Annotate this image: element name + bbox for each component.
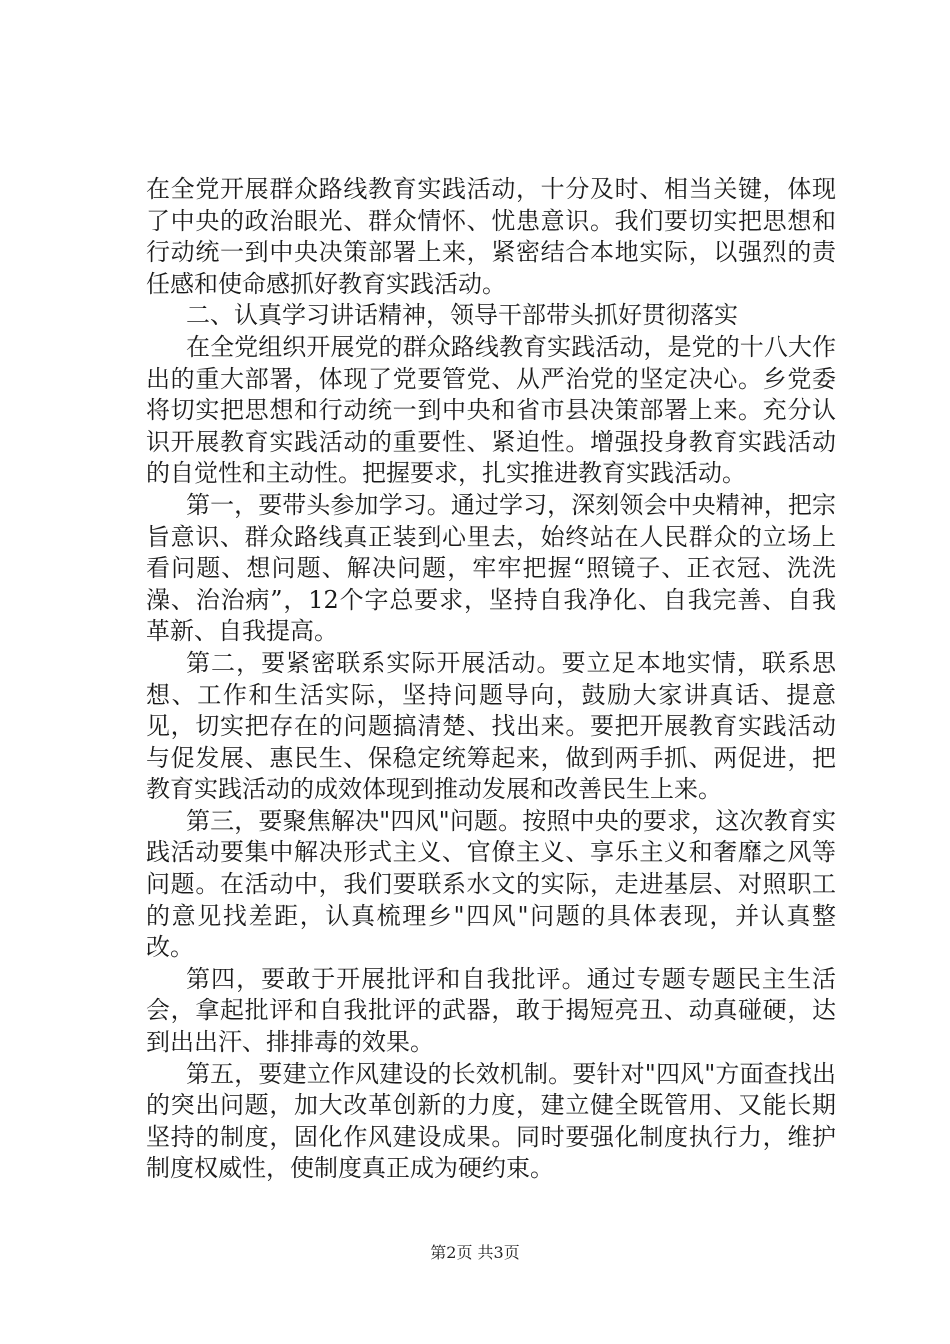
paragraph-point-4: 第四，要敢于开展批评和自我批评。通过专题专题民主生活会，拿起批评和自我批评的武器，敢于揭短亮丑、动真碰硬，达到出出汗、排排毒的效果。 (146, 964, 836, 1057)
paragraph-point-2: 第二，要紧密联系实际开展活动。要立足本地实情，联系思想、工作和生活实际，坚持问题导向，鼓励大家讲真话、提意见，切实把存在的问题搞清楚、找出来。要把开展教育实践活动与促发展、惠民生、保稳定统筹起来，做到两手抓、两促进，把教育实践活动的成效体现到推动发展和改善民生上来。 (146, 648, 836, 804)
paragraph-point-5: 第五，要建立作风建设的长效机制。要针对"四风"方面查找出的突出问题，加大改革创新的力度，建立健全既管用、又能长期坚持的制度，固化作风建设成果。同时要强化制度执行力，维护制度权威性，使制度真正成为硬约束。 (146, 1059, 836, 1183)
section-heading: 二、认真学习讲话精神，领导干部带头抓好贯彻落实 (186, 301, 738, 330)
paragraph-intro: 在全党组织开展党的群众路线教育实践活动，是党的十八大作出的重大部署，体现了党要管党、从严治党的坚定决心。乡党委将切实把思想和行动统一到中央和省市县决策部署上来。充分认识开展教育实践活动的重要性、紧迫性。增强投身教育实践活动的自觉性和主动性。把握要求，扎实推进教育实践活动。 (146, 332, 836, 488)
paragraph-continuation: 在全党开展群众路线教育实践活动，十分及时、相当关键，体现了中央的政治眼光、群众情怀、忧患意识。我们要切实把思想和行动统一到中央决策部署上来，紧密结合本地实际，以强烈的责任感和使命感抓好教育实践活动。 (146, 175, 836, 298)
page-number: 第2页 共3页 (430, 1243, 520, 1262)
document-body (146, 174, 836, 1185)
paragraph-point-1: 第一，要带头参加学习。通过学习，深刻领会中央精神，把宗旨意识、群众路线真正装到心里去，始终站在人民群众的立场上看问题、想问题、解决问题，牢牢把握“照镜子、正衣冠、洗洗澡、治治病”，12个字总要求，坚持自我净化、自我完善、自我革新、自我提高。 (146, 490, 836, 646)
paragraph-point-3: 第三，要聚焦解决"四风"问题。按照中央的要求，这次教育实践活动要集中解决形式主义、官僚主义、享乐主义和奢靡之风等问题。在活动中，我们要联系水文的实际，走进基层、对照职工的意见找差距，认真梳理乡"四风"问题的具体表现，并认真整改。 (146, 806, 836, 962)
